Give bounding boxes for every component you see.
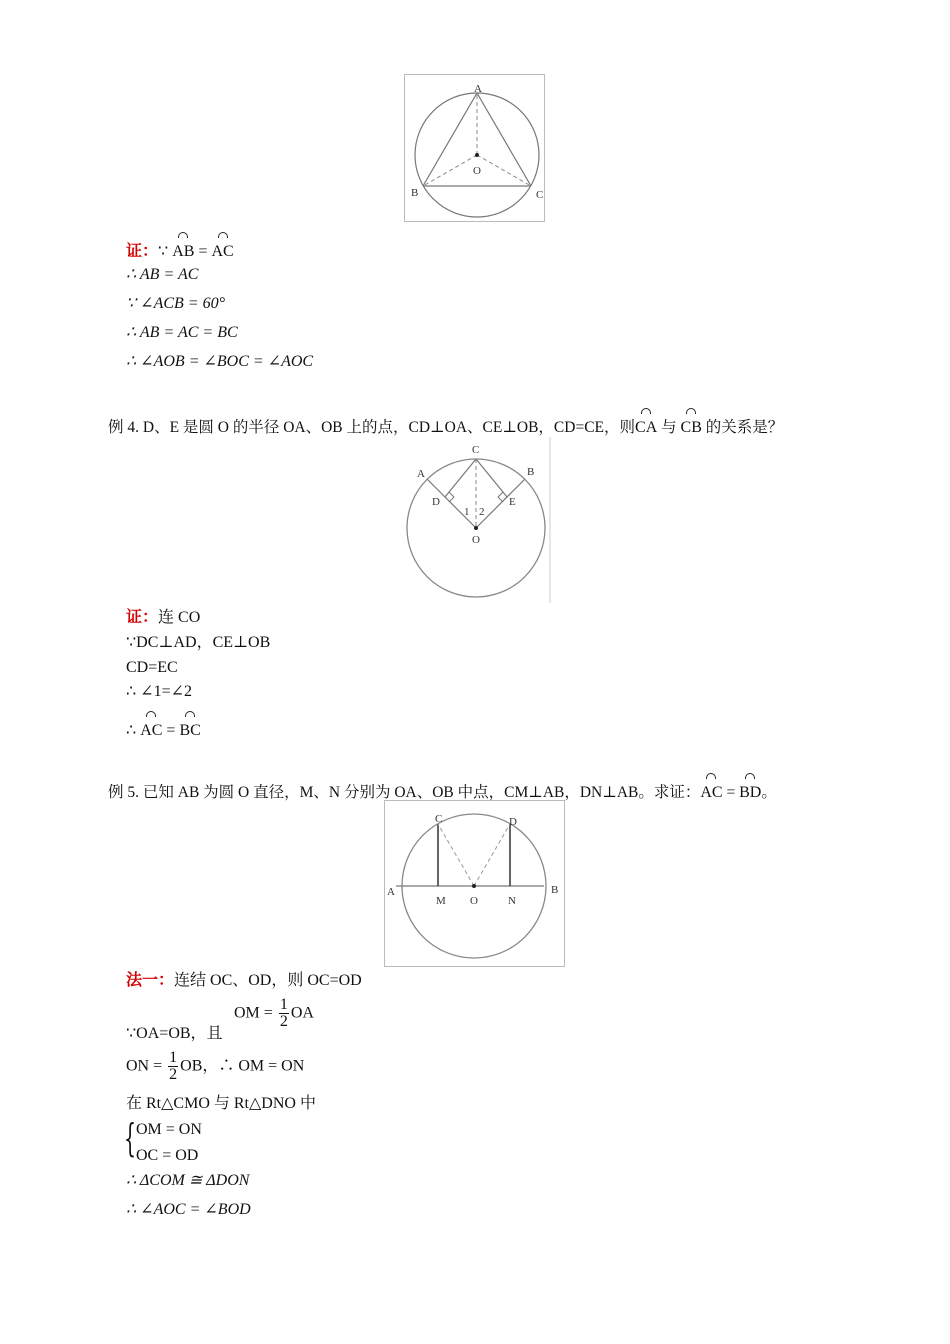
proof1-line5: ∴ ∠AOB = ∠BOC = ∠AOC <box>126 353 314 370</box>
proof3-tag: 法一： <box>126 972 175 989</box>
figure-1-triangle-in-circle <box>404 74 545 222</box>
label-2: 2 <box>479 506 485 518</box>
arc-ac: AC <box>700 781 722 803</box>
example-5-statement: 例 5. 已知 AB 为圆 O 直径，M、N 分别为 OA、OB 中点，CM⊥AB，DN⊥AB。求证：AC = BD。 <box>108 781 777 803</box>
proof2-line5: ∴ AC = BC <box>126 719 201 741</box>
proof3-line1: 法一：连结 OC、OD，则 OC=OD <box>126 972 362 989</box>
proof2-line4: ∴ ∠1=∠2 <box>126 683 193 700</box>
proof2-line1: 证：连 CO <box>126 609 201 626</box>
label-e: E <box>509 496 516 508</box>
arc-bc: BC <box>179 719 200 741</box>
label-b: B <box>411 187 419 199</box>
label-n: N <box>508 895 516 907</box>
label-b: B <box>527 466 535 478</box>
arc-ac: AC <box>211 240 233 262</box>
label-a: A <box>474 83 482 95</box>
arc-ab: AB <box>172 240 194 262</box>
label-d: D <box>432 496 440 508</box>
label-a: A <box>387 886 395 898</box>
label-1: 1 <box>464 506 470 518</box>
label-o: O <box>473 165 481 177</box>
proof1-line2: ∴ AB = AC <box>126 266 199 283</box>
proof2-tag: 证： <box>126 609 159 626</box>
proof3-om-fraction: OM = $\frac{1}{2}$ OA <box>234 996 314 1030</box>
label-o: O <box>470 895 478 907</box>
proof2-line2: ∵DC⊥AD，CE⊥OB <box>126 634 271 651</box>
proof3-line2: ∵OA=OB，且 <box>126 1025 223 1042</box>
proof3-line6: ∴ ΔCOM ≅ ΔDON <box>126 1172 250 1189</box>
label-c: C <box>435 813 443 825</box>
proof1-tag: 证： <box>126 243 159 260</box>
example-4-statement: 例 4. D、E 是圆 O 的半径 OA、OB 上的点，CD⊥OA、CE⊥OB，CD=CE，则CA 与 CB 的关系是？ <box>108 416 783 438</box>
label-c: C <box>536 189 544 201</box>
proof3-sys2: OC = OD <box>136 1147 199 1164</box>
proof3-line7: ∴ ∠AOC = ∠BOD <box>126 1201 251 1218</box>
arc-ca: CA <box>635 416 657 438</box>
figure-3-diameter <box>384 800 565 967</box>
arc-bd: BD <box>739 781 761 803</box>
proof3-line4: 在 Rt△CMO 与 Rt△DNO 中 <box>126 1095 316 1112</box>
proof3-on-line: ON = $\frac{1}{2}$ OB，∴ OM = ON <box>126 1049 305 1083</box>
proof2-line3: CD=EC <box>126 659 178 676</box>
label-b: B <box>551 884 559 896</box>
proof3-sys1: OM = ON <box>136 1121 202 1138</box>
label-m: M <box>436 895 446 907</box>
label-o: O <box>472 534 480 546</box>
proof1-line1: 证：∵ AB = AC <box>126 240 234 262</box>
system-brace: { <box>124 1116 137 1160</box>
arc-ac: AC <box>140 719 162 741</box>
figure-2-sector <box>403 437 551 603</box>
proof1-line4: ∴ AB = AC = BC <box>126 324 238 341</box>
label-d: D <box>509 816 517 828</box>
label-a: A <box>417 468 425 480</box>
proof1-line3: ∵ ∠ACB = 60° <box>126 295 225 312</box>
arc-cb: CB <box>681 416 702 438</box>
label-c: C <box>472 444 480 456</box>
